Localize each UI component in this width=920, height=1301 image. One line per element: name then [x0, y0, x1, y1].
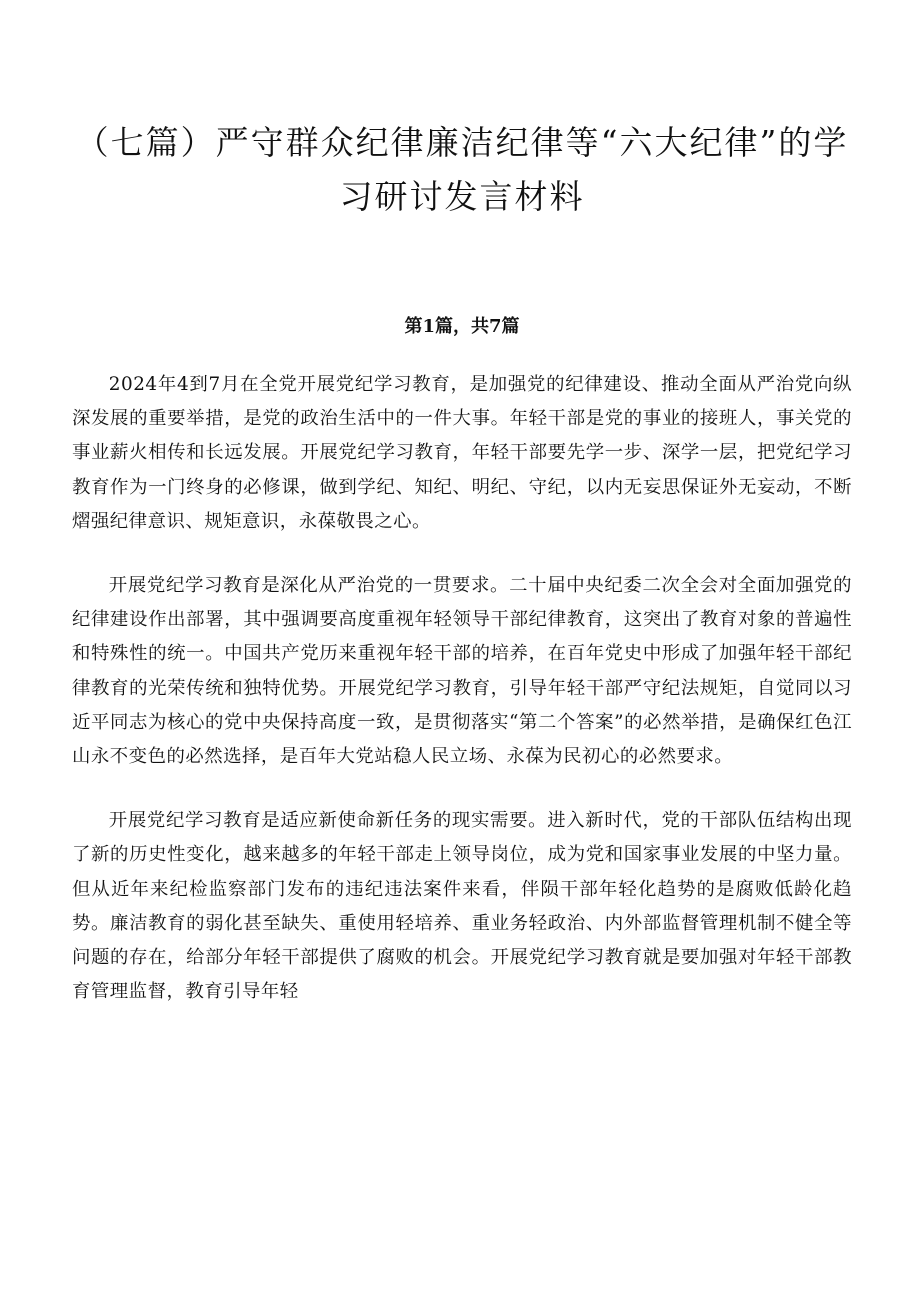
body-paragraph-3: 开展党纪学习教育是适应新使命新任务的现实需要。进入新时代，党的干部队伍结构出现了新的历史性变化，越来越多的年轻干部走上领导岗位，成为党和国家事业发展的中坚力量。但从近年来纪检监察部门发布的违纪违法案件来看，伴陨干部年轻化趋势的是腐败低龄化趋势。廉洁教育的弱化甚至缺失、重使用轻培养、重业务轻政治、内外部监督管理机制不健全等问题的存在，给部分年轻干部提供了腐败的机会。开展党纪学习教育就是要加强对年轻干部教育管理监督，教育引导年轻 [72, 810, 852, 1003]
document-title: （七篇）严守群众纪律廉洁纪律等“六大纪律”的学习研讨发言材料 [75, 123, 849, 216]
body-paragraph-2: 开展党纪学习教育是深化从严治党的一贯要求。二十届中央纪委二次全会对全面加强党的纪律建设作出部署，其中强调要高度重视年轻领导干部纪律教育，这突出了教育对象的普遍性和特殊性的统一。中国共产党历来重视年轻干部的培养，在百年党史中形成了加强年轻干部纪律教育的光荣传统和独特优势。开展党纪学习教育，引导年轻干部严守纪法规矩，自觉同以习近平同志为核心的党中央保持高度一致，是贯彻落实“第二个答案”的必然举措，是确保红色江山永不变色的必然选择，是百年大党站稳人民立场、永葆为民初心的必然要求。 [72, 575, 852, 768]
body-paragraph-1: 2024年4到7月在全党开展党纪学习教育，是加强党的纪律建设、推动全面从严治党向纵深发展的重要举措，是党的政治生活中的一件大事。年轻干部是党的事业的接班人，事关党的事业薪火相传和长远发展。开展党纪学习教育，年轻干部要先学一步、深学一层，把党纪学习教育作为一门终身的必修课，做到学纪、知纪、明纪、守纪，以内无妄思保证外无妄动，不断熠强纪律意识、规矩意识，永葆敬畏之心。 [72, 374, 852, 532]
document-subtitle: 第1篇，共7篇 [404, 316, 520, 337]
